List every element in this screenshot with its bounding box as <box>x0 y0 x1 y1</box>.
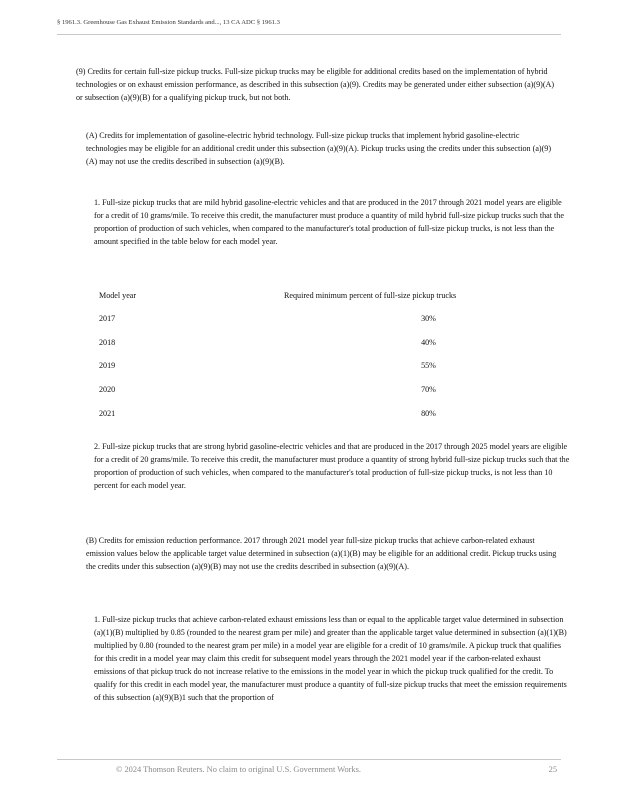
table-row <box>99 401 529 425</box>
table-header-row <box>99 285 529 305</box>
footer-copyright: © 2024 Thomson Reuters. No claim to original U.S. Government Works. <box>116 765 361 774</box>
table-cell-percent: 40% <box>421 337 436 347</box>
paragraph-9-A-1: 1. Full-size pickup trucks that are mild hybrid gasoline-electric vehicles and that are produced in the 2017 through 2021 model years are eligible for a credit of 10 grams/mile. To receive this credit, the manufacturer must produce a quantity of mild hybrid full-size pickup trucks such that the proportion of production of such vehicles, when compared to the manufacturer's total production of full-size pickup trucks, is not less than the amount specified in the table below for each model year. <box>94 198 564 246</box>
table-cell-percent: 30% <box>421 314 436 324</box>
paragraph-9-A-2: 2. Full-size pickup trucks that are strong hybrid gasoline-electric vehicles and that are produced in the 2017 through 2025 model years are eligible for a credit of 20 grams/mile. To receive this credit, the manufacturer must produce a quantity of strong hybrid full-size pickup trucks such that the proportion of production of such vehicles, when compared to the manufacturer's total production of full-size pickup trucks, is not less than 10 percent for each model year. <box>94 442 570 490</box>
table-cell-year: 2017 <box>99 314 116 324</box>
table-cell-year: 2021 <box>99 408 116 418</box>
table-cell-year: 2020 <box>99 385 116 395</box>
footer-divider <box>57 759 561 760</box>
table-cell-percent: 70% <box>421 385 436 395</box>
header-divider <box>57 34 561 35</box>
table-row <box>99 354 529 378</box>
paragraph-9-B: (B) Credits for emission reduction performance. 2017 through 2021 model year full-size pickup trucks that achieve carbon-related exhaust emission values below the applicable target value determined in subsection (a)(1)(B) may be eligible for an additional credit. Pickup trucks using the credits under this subsection (a)(9)(B) may not use the credits described in subsection (a)(9)(A). <box>86 536 557 571</box>
paragraph-9-B-1: 1. Full-size pickup trucks that achieve carbon-related exhaust emissions less than or equal to the applicable target value determined in subsection (a)(1)(B) multiplied by 0.85 (rounded to the nearest gram per mile) and greater than the applicable target value determined in subsection (a)(1)(B) multiplied by 0.80 (rounded to the nearest gram per mile) in a model year are eligible for a credit of 10 grams/mile. A pickup truck that qualifies for this credit in a model year may claim this credit for subsequent model years through the 2021 model year if the carbon-related exhaust emissions of that pickup truck do not increase relative to the emissions in the model year in which the pickup truck qualified for the credit. To qualify for this credit in each model year, the manufacturer must produce a quantity of full-size pickup trucks that meet the emission requirements of this subsection (a)(9)(B)1 such that the proportion of <box>94 615 567 702</box>
table-cell-year: 2019 <box>99 361 116 371</box>
table-cell-year: 2018 <box>99 337 116 347</box>
model-year-table <box>99 285 529 425</box>
paragraph-9: (9) Credits for certain full-size pickup trucks. Full-size pickup trucks may be eligible for additional credits based on the implementation of hybrid technologies or on exhaust emission performance, as described in this subsection (a)(9). Credits may be generated under either subsection (a)(9)(A) or subsection (a)(9)(B) for a qualifying pickup truck, but not both. <box>76 67 555 102</box>
table-row <box>99 331 529 355</box>
table-row <box>99 378 529 402</box>
running-header: § 1961.3. Greenhouse Gas Exhaust Emission Standards and..., 13 CA ADC § 1961.3 <box>57 19 280 26</box>
page-number: 25 <box>548 765 557 774</box>
table-header-required-percent: Required minimum percent of full-size pickup trucks <box>284 290 457 300</box>
paragraph-9-A: (A) Credits for implementation of gasoline-electric hybrid technology. Full-size pickup trucks that implement hybrid gasoline-electric technologies may be eligible for an additional credit under this subsection (a)(9)(A). Pickup trucks using the credits under this subsection (a)(9)(A) may not use the credits described in subsection (a)(9)(B). <box>86 131 552 166</box>
table-cell-percent: 80% <box>421 408 436 418</box>
table-row <box>99 307 529 331</box>
table-header-model-year: Model year <box>99 290 137 300</box>
table-cell-percent: 55% <box>421 361 436 371</box>
